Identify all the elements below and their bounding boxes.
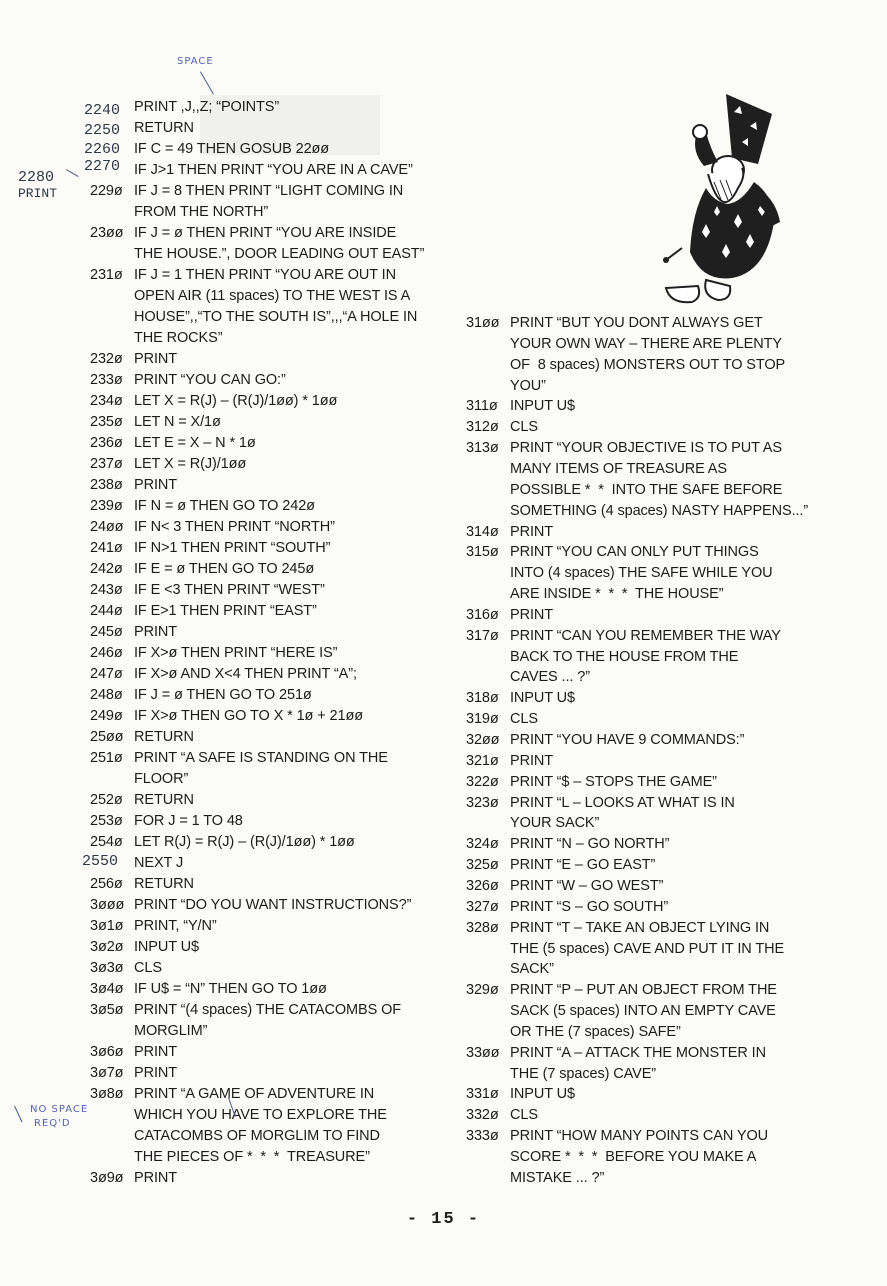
code-text: IF J>1 THEN PRINT “YOU ARE IN A CAVE”: [134, 162, 413, 178]
code-text: PRINT “N – GO NORTH”: [510, 836, 670, 853]
code-text: CLS: [134, 960, 162, 976]
code-text: PRINT “P – PUT AN OBJECT FROM THE: [510, 982, 777, 999]
code-text: MISTAKE ... ?”: [510, 1169, 605, 1186]
line-number: 243ø: [90, 582, 123, 598]
code-text: IF X>ø THEN GO TO X * 1ø + 21øø: [134, 708, 363, 724]
line-number: 253ø: [90, 813, 123, 829]
space-annotation: SPACE: [177, 56, 214, 67]
code-text: MORGLIM”: [134, 1023, 208, 1039]
code-text: THE HOUSE.”, DOOR LEADING OUT EAST”: [134, 246, 425, 262]
code-text: FROM THE NORTH”: [134, 204, 269, 220]
line-number: 326ø: [466, 877, 499, 894]
code-text: IF N< 3 THEN PRINT “NORTH”: [134, 519, 335, 535]
code-text: PRINT “A – ATTACK THE MONSTER IN: [510, 1044, 766, 1061]
line-number: 33øø: [466, 1044, 500, 1061]
code-text: IF E = ø THEN GO TO 245ø: [134, 561, 315, 577]
line-number: 234ø: [90, 393, 123, 409]
code-text: SACK (5 spaces) INTO AN EMPTY CAVE: [510, 1003, 776, 1020]
code-text: SACK”: [510, 961, 554, 978]
code-text: OR THE (7 spaces) SAFE”: [510, 1023, 681, 1040]
wizard-illustration: [662, 92, 786, 310]
line-number: 231ø: [90, 267, 123, 283]
code-text: LET R(J) = R(J) – (R(J)/1øø) * 1øø: [134, 834, 355, 850]
line-number: 311ø: [466, 398, 498, 415]
code-text: RETURN: [134, 876, 194, 892]
code-text: FLOOR”: [134, 771, 189, 787]
code-text: PRINT: [510, 752, 554, 769]
code-text: POSSIBLE * * INTO THE SAFE BEFORE: [510, 481, 783, 498]
code-text: THE (7 spaces) CAVE”: [510, 1065, 656, 1082]
typed-2280: 2280: [18, 169, 55, 186]
line-number: 3ø6ø: [90, 1044, 124, 1060]
code-text: PRINT: [134, 477, 178, 493]
code-text: PRINT “BUT YOU DONT ALWAYS GET: [510, 315, 763, 331]
line-number: 323ø: [466, 794, 499, 811]
code-text: IF N = ø THEN GO TO 242ø: [134, 498, 315, 514]
reqd-annotation: REQ'D: [34, 1118, 71, 1129]
code-text: ARE INSIDE * * * THE HOUSE”: [510, 586, 724, 603]
code-text: YOU”: [510, 377, 546, 394]
code-text: YOUR SACK”: [510, 815, 600, 832]
line-number: 3øøø: [90, 897, 125, 913]
code-text: IF X>ø AND X<4 THEN PRINT “A”;: [134, 666, 357, 682]
line-number: 235ø: [90, 414, 123, 430]
code-text: IF U$ = “N” THEN GO TO 1øø: [134, 981, 327, 997]
line-number: 256ø: [90, 876, 123, 892]
line-number: 3ø5ø: [90, 1002, 124, 1018]
code-text: MANY ITEMS OF TREASURE AS: [510, 460, 727, 477]
code-text: THE PIECES OF * * * TREASURE”: [134, 1149, 370, 1165]
code-text: PRINT “$ – STOPS THE GAME”: [510, 773, 717, 790]
line-number: 319ø: [466, 711, 499, 728]
line-number: 329ø: [466, 982, 499, 999]
line-number: 3ø8ø: [90, 1086, 124, 1102]
code-text: PRINT “W – GO WEST”: [510, 877, 664, 894]
line-number: 249ø: [90, 708, 123, 724]
line-number: 322ø: [466, 773, 499, 790]
code-text: LET X = R(J) – (R(J)/1øø) * 1øø: [134, 393, 338, 409]
code-text: IF X>ø THEN PRINT “HERE IS”: [134, 645, 338, 661]
code-text: PRINT “A GAME OF ADVENTURE IN: [134, 1086, 375, 1102]
line-number: 315ø: [466, 544, 499, 561]
code-text: YOUR OWN WAY – THERE ARE PLENTY: [510, 335, 782, 352]
code-text: INPUT U$: [134, 939, 200, 955]
code-text: PRINT: [134, 1065, 178, 1081]
line-number: 333ø: [466, 1128, 499, 1145]
code-text: PRINT “YOU CAN GO:”: [134, 372, 286, 388]
line-number: 23øø: [90, 225, 124, 241]
line-number: 325ø: [466, 857, 499, 874]
line-number: 251ø: [90, 750, 123, 766]
line-number: 317ø: [466, 627, 499, 644]
line-number: 31øø: [466, 315, 500, 331]
code-text: PRINT: [510, 523, 554, 540]
code-text: INPUT U$: [510, 1086, 576, 1103]
code-text: PRINT “(4 spaces) THE CATACOMBS OF: [134, 1002, 402, 1018]
line-number: 237ø: [90, 456, 123, 472]
page-number: - 15 -: [406, 1210, 481, 1229]
code-text: RETURN: [134, 792, 194, 808]
line-number: 314ø: [466, 523, 499, 540]
code-text: RETURN: [134, 729, 194, 745]
line-number: 32øø: [466, 732, 500, 748]
code-text: INPUT U$: [510, 398, 576, 415]
code-text: NEXT J: [134, 855, 184, 871]
line-number: 229ø: [90, 183, 123, 199]
code-text: CLS: [510, 711, 538, 728]
typed-2270: 2270: [84, 158, 121, 175]
code-text: RETURN: [134, 120, 194, 136]
line-number: 239ø: [90, 498, 123, 514]
code-text: PRINT “A SAFE IS STANDING ON THE: [134, 750, 388, 766]
space-annotation-arrow: [200, 72, 214, 95]
code-text: WHICH YOU HAVE TO EXPLORE THE: [134, 1107, 387, 1123]
code-text: LET X = R(J)/1øø: [134, 456, 247, 472]
code-text: SCORE * * * BEFORE YOU MAKE A: [510, 1149, 757, 1165]
line-number: 327ø: [466, 898, 499, 915]
code-text: PRINT “HOW MANY POINTS CAN YOU: [510, 1128, 769, 1145]
code-text: IF J = 1 THEN PRINT “YOU ARE OUT IN: [134, 267, 396, 283]
line-number: 331ø: [466, 1086, 499, 1103]
code-text: HOUSE”,,“TO THE SOUTH IS”,,,“A HOLE IN: [134, 309, 418, 325]
line-number: 24øø: [90, 519, 124, 535]
code-text: PRINT “YOU CAN ONLY PUT THINGS: [510, 544, 759, 561]
line-number: 245ø: [90, 624, 123, 640]
line-number: 242ø: [90, 561, 123, 577]
line-number: 241ø: [90, 540, 123, 556]
typed-2550: 2550: [82, 853, 119, 870]
line-number: 328ø: [466, 919, 499, 936]
line-number: 246ø: [90, 645, 123, 661]
code-text: BACK TO THE HOUSE FROM THE: [510, 648, 739, 665]
line-number: 248ø: [90, 687, 123, 703]
code-text: PRINT “CAN YOU REMEMBER THE WAY: [510, 627, 781, 644]
code-text: IF E <3 THEN PRINT “WEST”: [134, 582, 325, 598]
line-number: 3ø4ø: [90, 981, 124, 997]
insert-arrow: [66, 169, 79, 177]
code-text: PRINT: [510, 606, 554, 623]
typed-2240: 2240: [84, 102, 121, 119]
code-text: PRINT: [134, 1044, 178, 1060]
code-text: IF E>1 THEN PRINT “EAST”: [134, 603, 317, 619]
line-number: 252ø: [90, 792, 123, 808]
code-text: OPEN AIR (11 spaces) TO THE WEST IS A: [134, 288, 411, 304]
code-text: CATACOMBS OF MORGLIM TO FIND: [134, 1128, 380, 1144]
line-number: 232ø: [90, 351, 123, 367]
line-number: 25øø: [90, 729, 124, 745]
line-number: 312ø: [466, 419, 499, 436]
line-number: 316ø: [466, 606, 499, 623]
code-text: FOR J = 1 TO 48: [134, 813, 243, 829]
code-text: PRINT “YOU HAVE 9 COMMANDS:”: [510, 732, 745, 748]
line-number: 3ø7ø: [90, 1065, 124, 1081]
code-text: PRINT: [134, 624, 178, 640]
code-text: IF N>1 THEN PRINT “SOUTH”: [134, 540, 331, 556]
code-text: LET N = X/1ø: [134, 414, 221, 430]
line-number: 3ø3ø: [90, 960, 124, 976]
code-text: LET E = X – N * 1ø: [134, 435, 256, 451]
line-number: 321ø: [466, 752, 499, 769]
code-text: PRINT “DO YOU WANT INSTRUCTIONS?”: [134, 897, 412, 913]
code-text: CLS: [510, 419, 538, 436]
code-text: THE (5 spaces) CAVE AND PUT IT IN THE: [510, 940, 785, 957]
code-text: PRINT “T – TAKE AN OBJECT LYING IN: [510, 919, 770, 936]
code-text: PRINT: [134, 1170, 178, 1186]
code-text: INPUT U$: [510, 690, 576, 707]
line-number: 332ø: [466, 1107, 499, 1124]
code-text: PRINT “L – LOOKS AT WHAT IS IN: [510, 794, 735, 811]
line-number: 244ø: [90, 603, 123, 619]
code-text: PRINT, “Y/N”: [134, 918, 217, 934]
code-text: IF J = ø THEN PRINT “YOU ARE INSIDE: [134, 225, 397, 241]
code-text: PRINT: [134, 351, 178, 367]
line-number: 3ø1ø: [90, 918, 124, 934]
code-text: IF J = 8 THEN PRINT “LIGHT COMING IN: [134, 183, 404, 199]
code-text: OF 8 spaces) MONSTERS OUT TO STOP: [510, 356, 786, 373]
typed-print: PRINT: [18, 186, 58, 201]
typed-2250: 2250: [84, 122, 121, 139]
code-text: PRINT “S – GO SOUTH”: [510, 898, 669, 915]
line-number: 247ø: [90, 666, 123, 682]
code-text: IF C = 49 THEN GOSUB 22øø: [134, 141, 330, 157]
code-text: CAVES ... ?”: [510, 669, 590, 686]
code-text: PRINT ,J,,Z; “POINTS”: [134, 99, 280, 115]
line-number: 233ø: [90, 372, 123, 388]
line-number: 3ø9ø: [90, 1170, 124, 1186]
line-number: 236ø: [90, 435, 123, 451]
code-text: THE ROCKS”: [134, 330, 223, 346]
line-number: 254ø: [90, 834, 123, 850]
no-space-annotation: NO SPACE: [30, 1104, 89, 1115]
code-text: CLS: [510, 1107, 538, 1124]
line-number: 238ø: [90, 477, 123, 493]
typed-2260: 2260: [84, 141, 121, 158]
code-text: SOMETHING (4 spaces) NASTY HAPPENS...”: [510, 502, 809, 519]
code-text: PRINT “YOUR OBJECTIVE IS TO PUT AS: [510, 440, 782, 457]
code-text: IF J = ø THEN GO TO 251ø: [134, 687, 312, 703]
line-number: 324ø: [466, 836, 499, 853]
no-space-mark: [14, 1106, 23, 1123]
code-text: PRINT “E – GO EAST”: [510, 857, 656, 874]
code-text: INTO (4 spaces) THE SAFE WHILE YOU: [510, 565, 773, 582]
line-number: 313ø: [466, 440, 499, 457]
line-number: 3ø2ø: [90, 939, 124, 955]
line-number: 318ø: [466, 690, 499, 707]
